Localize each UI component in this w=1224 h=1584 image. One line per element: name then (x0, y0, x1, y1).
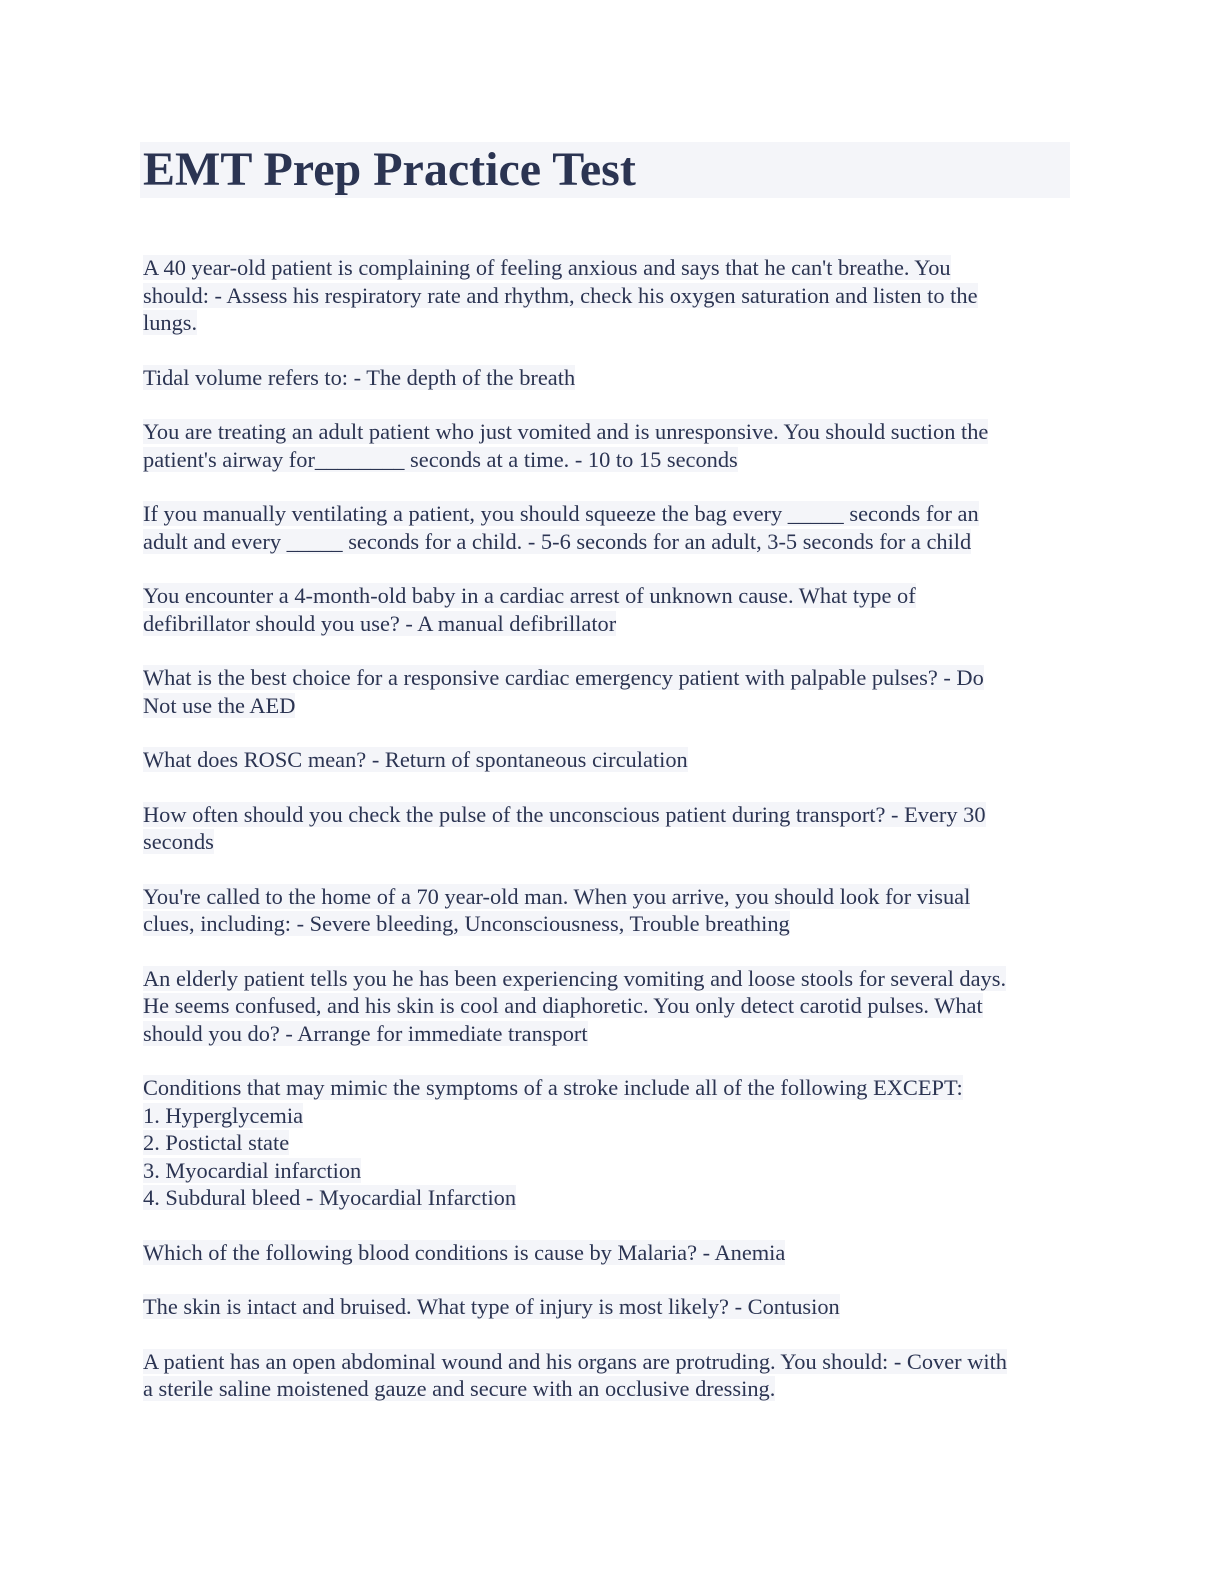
question-answer-item (143, 1348, 1073, 1403)
text-line (143, 282, 1073, 310)
text-line-content: Which of the following blood conditions is cause by Malaria? - Anemia (143, 1239, 786, 1265)
text-line-content: a sterile saline moistened gauze and secure with an occlusive dressing. (143, 1376, 776, 1401)
text-line-content: 1. Hyperglycemia (143, 1102, 304, 1128)
text-line (143, 610, 1073, 638)
question-answer-item (143, 1239, 1073, 1267)
text-line (143, 1348, 1073, 1376)
text-line-content: adult and every _____ seconds for a child. - 5-6 seconds for an adult, 3-5 seconds for a child (143, 528, 972, 554)
text-line (143, 1020, 1073, 1048)
question-answer-item (143, 418, 1073, 473)
text-line-content: An elderly patient tells you he has been experiencing vomiting and loose stools for several days. (143, 965, 1007, 991)
text-line (143, 883, 1073, 911)
text-line-content: Tidal volume refers to: - The depth of the breath (143, 364, 576, 390)
text-line-content: A patient has an open abdominal wound and his organs are protruding. You should: - Cover with (143, 1348, 1008, 1374)
text-line-content: lungs. (143, 310, 198, 335)
text-line-content: If you manually ventilating a patient, you should squeeze the bag every _____ seconds for an (143, 501, 979, 526)
text-line-content: should you do? - Arrange for immediate transport (143, 1020, 588, 1046)
text-line (143, 446, 1073, 474)
text-line (143, 528, 1073, 556)
question-answer-item (143, 801, 1073, 856)
text-line-content: You encounter a 4-month-old baby in a cardiac arrest of unknown cause. What type of (143, 583, 916, 608)
text-line (143, 1375, 1073, 1403)
text-line (143, 965, 1073, 993)
text-line (143, 1157, 1073, 1185)
text-line-content: What does ROSC mean? - Return of spontaneous circulation (143, 747, 688, 772)
text-line-content: seconds (143, 829, 214, 854)
text-line-content: 4. Subdural bleed - Myocardial Infarction (143, 1185, 517, 1210)
text-line-content: What is the best choice for a responsive cardiac emergency patient with palpable pulses? - Do (143, 665, 984, 690)
text-line (143, 254, 1073, 282)
text-line (143, 582, 1073, 610)
question-answer-item (143, 500, 1073, 555)
question-answer-item (143, 1293, 1073, 1321)
question-answer-item (143, 746, 1073, 774)
text-line (143, 992, 1073, 1020)
text-line (143, 801, 1073, 829)
text-line (143, 1293, 1073, 1321)
question-answer-item (143, 664, 1073, 719)
text-line-content: Not use the AED (143, 692, 296, 718)
question-answer-item (143, 364, 1073, 392)
text-line-content: A 40 year-old patient is complaining of feeling anxious and says that he can't breathe. You (143, 255, 951, 280)
question-answer-item (143, 582, 1073, 637)
document-page (143, 142, 1073, 1430)
text-line (143, 1102, 1073, 1130)
text-line (143, 692, 1073, 720)
question-answer-item (143, 883, 1073, 938)
text-line (143, 746, 1073, 774)
text-line (143, 664, 1073, 692)
text-line-content: How often should you check the pulse of the unconscious patient during transport? - Every 30 (143, 801, 986, 827)
text-line (143, 828, 1073, 856)
page-title: EMT Prep Practice Test (143, 143, 636, 196)
text-line (143, 1239, 1073, 1267)
text-line-content: 2. Postictal state (143, 1130, 290, 1155)
text-line-content: He seems confused, and his skin is cool and diaphoretic. You only detect carotid pulses. What (143, 993, 983, 1018)
question-answer-item (143, 1074, 1073, 1212)
text-line-content: 3. Myocardial infarction (143, 1157, 362, 1183)
text-line (143, 500, 1073, 528)
text-line-content: You are treating an adult patient who just vomited and is unresponsive. You should suction the (143, 419, 989, 444)
text-line-content: should: - Assess his respiratory rate and rhythm, check his oxygen saturation and listen to the (143, 282, 978, 308)
question-list (143, 254, 1073, 1403)
text-line (143, 309, 1073, 337)
text-line (143, 1074, 1073, 1102)
question-answer-item (143, 965, 1073, 1048)
text-line-content: Conditions that may mimic the symptoms of a stroke include all of the following EXCEPT: (143, 1075, 963, 1100)
text-line (143, 1184, 1073, 1212)
text-line (143, 1129, 1073, 1157)
text-line (143, 364, 1073, 392)
text-line (143, 910, 1073, 938)
text-line-content: You're called to the home of a 70 year-old man. When you arrive, you should look for visual (143, 883, 971, 909)
text-line-content: defibrillator should you use? - A manual defibrillator (143, 610, 617, 636)
text-line-content: patient's airway for________ seconds at a time. - 10 to 15 seconds (143, 446, 738, 472)
text-line-content: The skin is intact and bruised. What type of injury is most likely? - Contusion (143, 1294, 840, 1319)
question-answer-item (143, 254, 1073, 337)
text-line-content: clues, including: - Severe bleeding, Unconsciousness, Trouble breathing (143, 911, 790, 936)
title-band (140, 142, 1070, 198)
text-line (143, 418, 1073, 446)
